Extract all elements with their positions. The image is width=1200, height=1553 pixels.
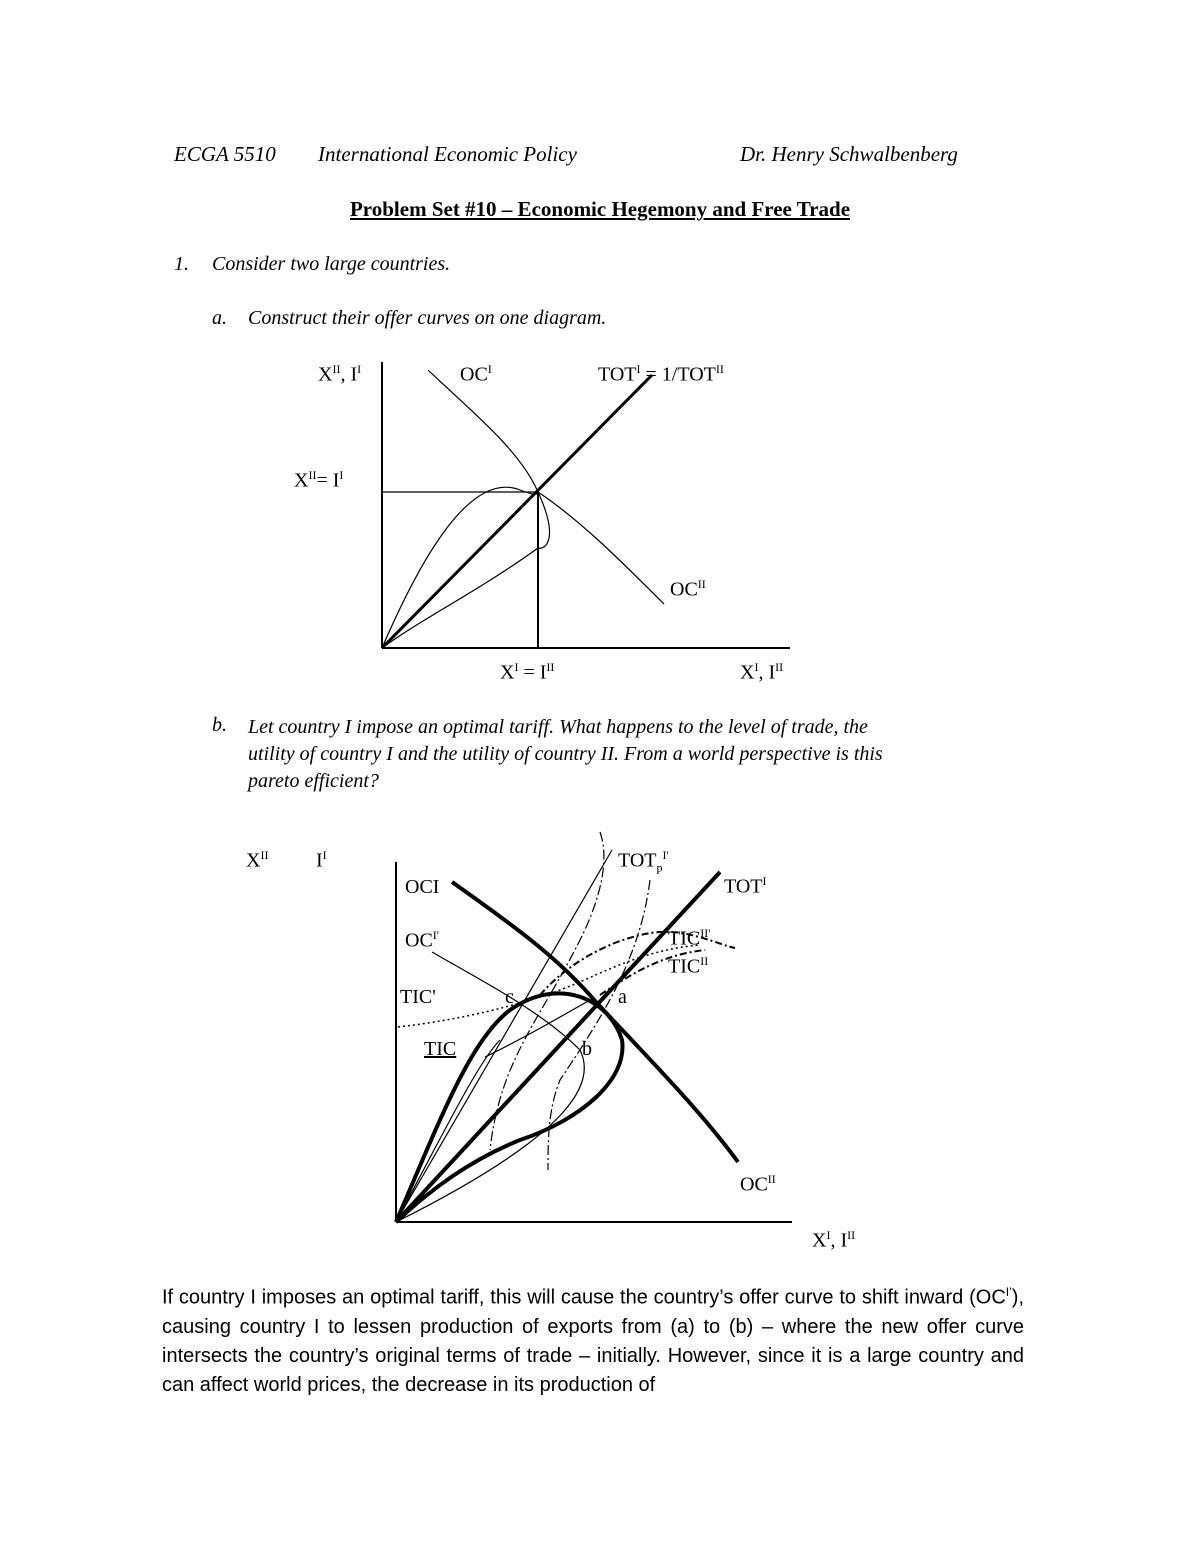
d2-totp-label: $TOT_p^{I'}$ [618,848,669,875]
d2-oc1p-label: $OC^{I'}$ [405,928,439,952]
d2-tot-label: $TOT^I$ [724,874,767,898]
course-title: International Economic Policy [318,142,577,166]
d2-point-a: a [618,986,627,1008]
d2-point-c: c [505,986,514,1008]
d2-point-b: b [582,1038,592,1060]
d2-x-axis-label: $X^I$, $I^{II}$ [812,1228,856,1252]
part-b-line-3: pareto efficient? [248,770,379,792]
d2-oc1-label: OCI [405,876,440,898]
part-a-letter: a. [212,307,227,329]
part-b-line-2: utility of country I and the utility of country II. From a world perspective is this [248,743,883,765]
part-b-letter: b. [212,714,227,736]
question-number: 1. [174,253,189,275]
d1-y-axis-label: $X^{II}$, $I^I$ [318,362,362,386]
d1-eq-x-label: $X^I = I^{II}$ [500,660,555,684]
instructor-name: Dr. Henry Schwalbenberg [740,142,958,166]
part-b-line-1: Let country I impose an optimal tariff. What happens to the level of trade, the [248,716,868,738]
page-title: Problem Set #10 – Economic Hegemony and Free Trade [349,197,851,221]
d1-tot-label: $TOT^I = 1/TOT^{II}$ [598,362,724,386]
d2-tic1b-dashed [548,880,650,1170]
course-code: ECGA 5510 [174,142,276,166]
d2-tic2p-label: $TIC^{II'}$ [668,926,711,950]
d2-tic-label: TIC [424,1038,457,1060]
d2-oc2-label: $OC^{II}$ [740,1172,776,1196]
part-a-text: Construct their offer curves on one diagram. [248,307,607,329]
d2-y-label-b: $I^I$ [316,848,327,872]
d2-totp-line [396,850,612,1222]
d2-tic2-label: $TIC^{II}$ [668,954,709,978]
d1-oc2-label: $OC^{II}$ [670,577,706,601]
question-text: Consider two large countries. [212,253,451,275]
d1-oc1-label: $OC^I$ [460,362,492,386]
d2-tic-p-label: TIC' [400,986,436,1008]
d2-y-label-a: $X^{II}$ [246,848,269,872]
answer-paragraph: If country I imposes an optimal tariff, this will cause the country’s offer curve to shift inward $(OC^{I’})$, causing country I to lessen production of exports from (a) to (b) – where the new offer curve intersects the country’s original terms of trade – initially. However, since it is a large country and can affect world prices, the decrease in its production of [162,1285,1024,1396]
d1-eq-y-label: $X^{II}= I^I$ [294,468,344,492]
d1-x-axis-label: $X^I$, $I^{II}$ [740,660,784,684]
